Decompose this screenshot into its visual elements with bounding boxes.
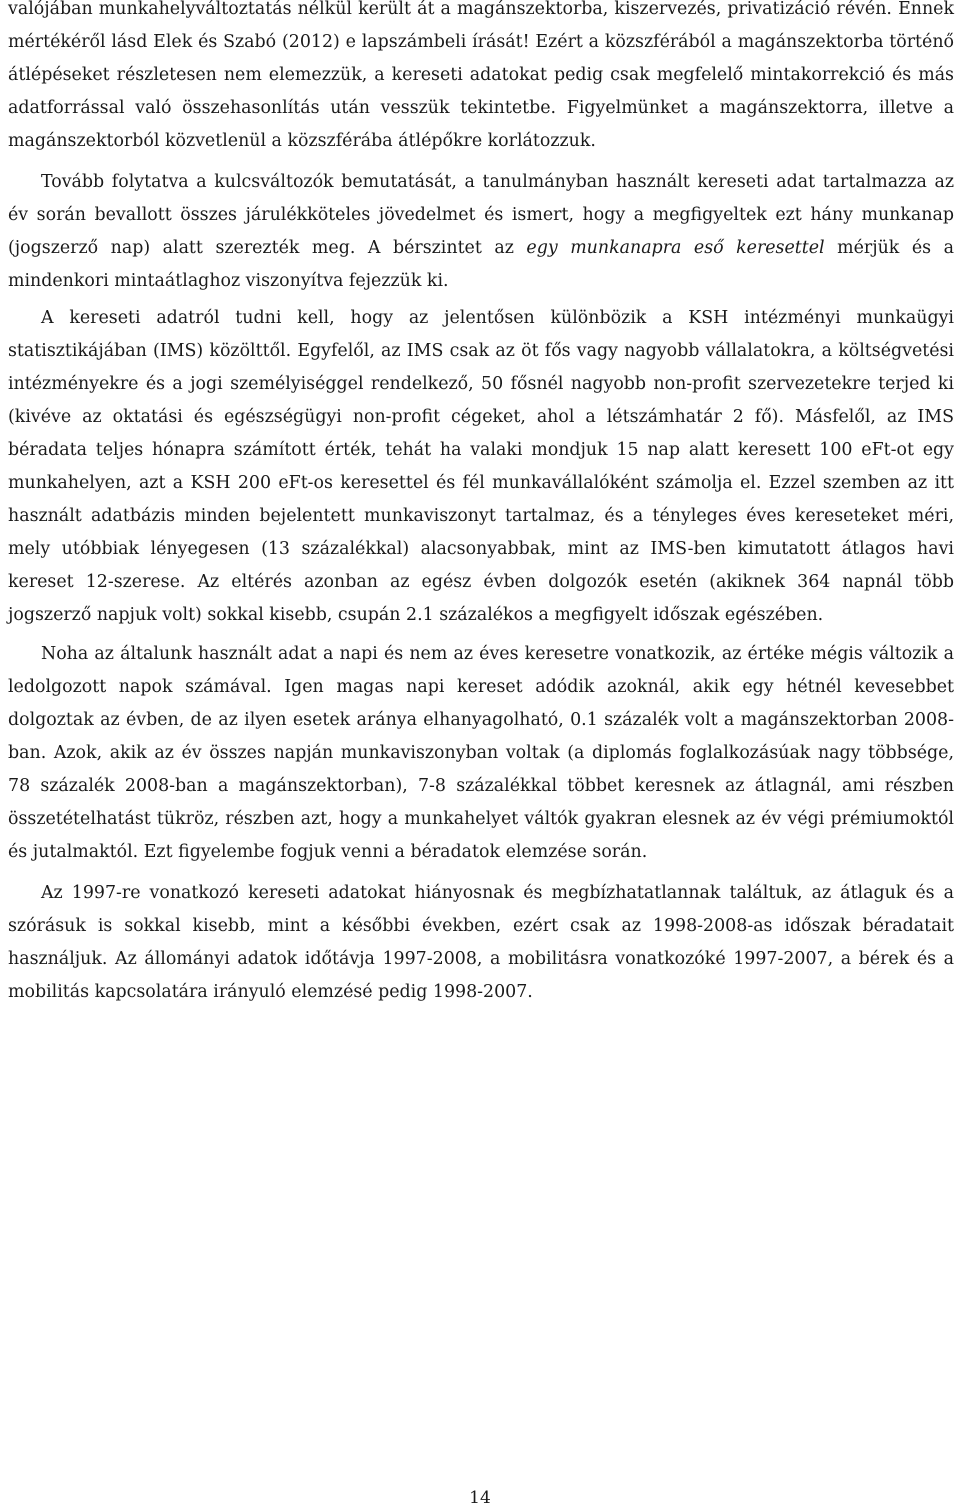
paragraph-4-text: Noha az általunk használt adat a napi és nem az éves keresetre vonatkozik, az értéke mégis változik a ledolgozott napok számával. Igen magas napi kereset adódik azoknál, akik egy hétnél kevesebbet dolgoztak az évben, de az ilyen esetek aránya elhanyagolható, 0.1 százalék volt a magánszektorban 2008-ban. Azok, akik az év összes napján munkaviszonyban voltak (a diplomás foglalkozásúak nagy többsége, 78 százalék 2008-ban a magánszektorban), 7-8 százalékkal többet keresnek az átlagnál, ami részben összetételhatást tükröz, részben azt, hogy a munkahelyet váltók gyakran elesnek az év végi prémiumoktól és jutalmaktól. Ezt figyelembe fogjuk venni a béradatok elemzése során. <box>8 644 954 862</box>
paragraph-3-text: A kereseti adatról tudni kell, hogy az jelentősen különbözik a KSH intézményi munkaügyi statisztikájában (IMS) közölttől. Egyfelől, az IMS csak az öt fős vagy nagyobb vállalatokra, a költségvetési intézményekre és a jogi személyiséggel rendelkező, 50 fősnél nagyobb non-profit szervezetekre terjed ki (kivéve az oktatási és egészségügyi non-profit cégeket, ahol a létszámhatár 2 fő). Másfelől, az IMS béradata teljes hónapra számított érték, tehát ha valaki mondjuk 15 nap alatt keresett 100 eFt-ot egy munkahelyen, azt a KSH 200 eFt-os keresettel és fél munkavállalóként számolja el. Ezzel szemben az itt használt adatbázis minden bejelentett munkaviszonyt tartalmaz, és a tényleges éves kereseteket méri, mely utóbbiak lényegesen (13 százalékkal) alacsonyabbak, mint az IMS-ben kimutatott átlagos havi kereset 12-szerese. Az eltérés azonban az egész évben dolgozók esetén (akiknek 364 napnál több jogszerző napjuk volt) sokkal kisebb, csupán 2.1 százalékos a megfigyelt időszak egészében. <box>8 308 954 625</box>
paragraph-5 <box>8 877 954 1009</box>
page-number: 14 <box>469 1488 491 1508</box>
paragraph-1 <box>8 0 954 158</box>
paragraph-4 <box>8 638 954 869</box>
paragraph-2-emphasis: egy munkanapra eső keresettel <box>526 238 825 258</box>
paragraph-3 <box>8 302 954 632</box>
paragraph-2-text-a: Tovább folytatva a kulcsváltozók bemutatását, a tanulmányban használt kereseti adat tartalmazza az év során bevallott összes járulékköteles jövedelmet és ismert, hogy a megfigyeltek ezt hány munkanap (jogszerző nap) alatt szerezték meg. A bérszintet az <box>8 172 954 258</box>
paragraph-2-text-b: mérjük és a mindenkori mintaátlaghoz viszonyítva fejezzük ki. <box>8 238 954 291</box>
document-page <box>8 0 954 1009</box>
paragraph-1-text: valójában munkahelyváltoztatás nélkül került át a magánszektorba, kiszervezés, privatizáció révén. Ennek mértékéről lásd Elek és Szabó (2012) e lapszámbeli írását! Ezért a közszférából a magánszektorba történő átlépéseket részletesen nem elemezzük, a kereseti adatokat pedig csak megfelelő mintakorrekció és más adatforrással való összehasonlítás után vesszük tekintetbe. Figyelmünket a magánszektorra, illetve a magánszektorból közvetlenül a közszférába átlépőkre korlátozzuk. <box>8 0 954 151</box>
paragraph-2 <box>8 166 954 298</box>
paragraph-5-text: Az 1997-re vonatkozó kereseti adatokat hiányosnak és megbízhatatlannak találtuk, az átlaguk és a szórásuk is sokkal kisebb, mint a későbbi években, ezért csak az 1998-2008-as időszak béradatait használjuk. Az állományi adatok időtávja 1997-2008, a mobilitásra vonatkozóké 1997-2007, a bérek és a mobilitás kapcsolatára irányuló elemzésé pedig 1998-2007. <box>8 883 954 1002</box>
